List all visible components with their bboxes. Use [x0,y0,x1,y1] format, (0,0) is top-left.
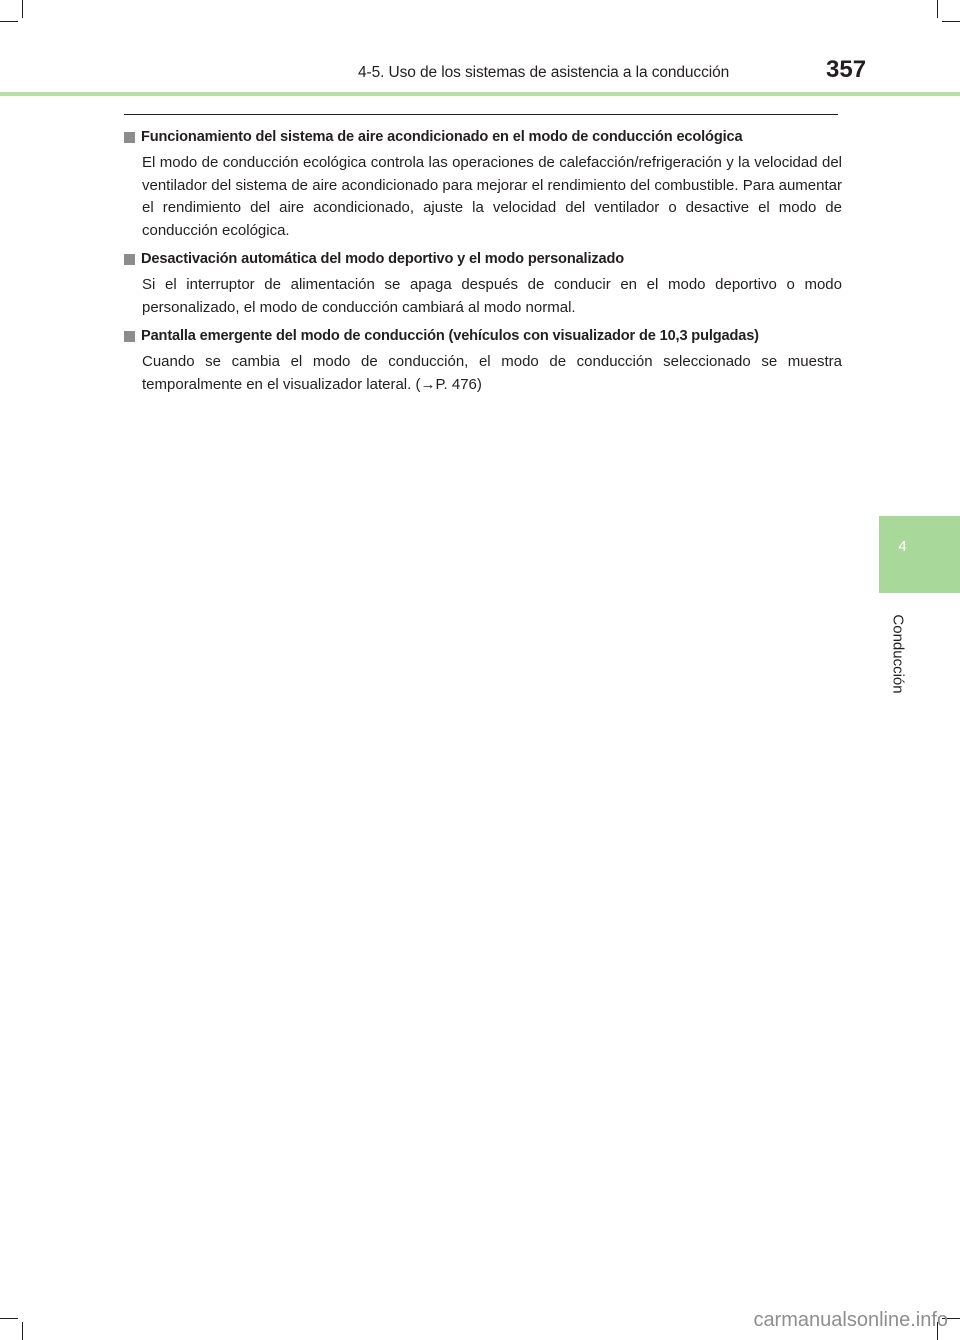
section-heading [124,248,842,270]
content-top-divider [124,114,838,115]
square-bullet-icon [124,132,135,143]
chapter-tab [879,516,960,593]
section-auto-deactivation [124,248,842,319]
crop-mark [942,21,960,22]
section-heading-text: Pantalla emergente del modo de conducción (vehículos con visualizador de 10,3 pulgadas) [141,328,759,344]
watermark: carmanualsonline.info [753,1309,948,1331]
content-area [124,126,842,402]
section-eco-air-conditioning [124,126,842,242]
chapter-tab-number: 4 [898,538,907,555]
chapter-title: 4-5. Uso de los sistemas de asistencia a la conducción [358,64,730,81]
section-heading [124,126,842,148]
section-popup-display [124,325,842,396]
section-body: El modo de conducción ecológica controla las operaciones de calefacción/refrigeración y la velocidad del ventilador del sistema de aire acondicionado para mejorar el rendimiento del combustible. Para aumentar el rendimiento del aire acondicionado, ajuste la velocidad del ventilador o desactive el modo de conducción ecológica. [142,154,842,239]
header-rule [0,92,960,96]
page-number: 357 [826,56,867,83]
crop-mark [22,1322,23,1340]
chapter-side-label-text: Conducción [889,613,907,694]
chapter-side-label [887,606,909,701]
section-body: Cuando se cambia el modo de conducción, el modo de conducción seleccionado se muestra temporalmente en el visualizador lateral. (→P. 476) [142,353,842,393]
square-bullet-icon [124,254,135,265]
section-heading-text: Funcionamiento del sistema de aire acondicionado en el modo de conducción ecológica [141,129,743,145]
crop-mark [937,0,938,18]
crop-mark [0,1318,18,1319]
section-body: Si el interruptor de alimentación se apaga después de conducir en el modo deportivo o modo personalizado, el modo de conducción cambiará al modo normal. [142,276,842,316]
section-heading [124,325,842,347]
crop-mark [22,0,23,18]
section-heading-text: Desactivación automática del modo deportivo y el modo personalizado [141,251,625,267]
crop-mark [0,21,18,22]
square-bullet-icon [124,331,135,342]
